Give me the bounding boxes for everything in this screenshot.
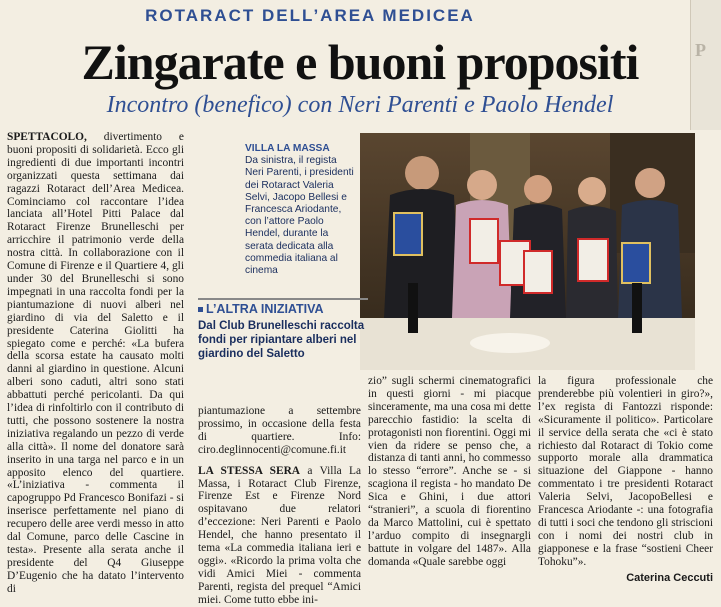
subheadline: Incontro (benefico) con Neri Parenti e Paolo Hendel xyxy=(106,92,614,118)
column-2 xyxy=(198,405,362,606)
column-4-text: la figura professionale che prenderebbe più volentieri in giro?», l’ex regista di Fantozzi risponde: «Sicuramente il politico». Particolare il service della serata che «ci è stato richiesto dal Rotaract di Tokio come supporto morale alla drammatica situazione del Giappone - hanno commentato i tre presidenti Rotaract Valeria Selvi, JacopoBellesi e Francesca Ariodante -: una fotografia di tutti i soci che tendono gli striscioni con i nomi dei nostri club in giapponese e la frase “sostieni Cheer Tohoku”». xyxy=(538,375,713,568)
column-3 xyxy=(368,375,531,568)
column-2-text: piantumazione a settembre prossimo, in occasione della festa di quartiere. Info: ciro.deglinnocenti@comune.fi.it xyxy=(198,405,361,456)
section-kicker: ROTARACT DELL’AREA MEDICEA xyxy=(145,6,475,25)
column-4 xyxy=(538,375,713,584)
photo-caption xyxy=(245,143,357,277)
column-3-text: zio” sugli schermi cinematografici in questi giorni - mi piacque sinceramente, ma una cosa mi dette parecchio fastidio: la scelta di protagonisti non fiorentini. Oggi mi vien da ridere se penso che, a distanza di tanti anni, ho commesso lo stesso “errore”. Anche se - si scagiona il regista - ho mandato De Sica e Ghini, i due attori “stranieri”, a scuola di fiorentino da Marco Mattolini, cui è spettato l’arduo compito di insegnargli battute in volgare del 1487». Alla domanda «Quale sarebbe oggi xyxy=(368,375,531,568)
caption-text: Da sinistra, il regista Neri Parenti, i presidenti dei Rotaract Valeria Selvi, Jacopo Bellesi e Francesca Ariodante, con l’attore Paolo Hendel, durante la serata dedicata alla commedia italiana al cinema xyxy=(245,155,354,277)
square-bullet-icon xyxy=(198,307,203,312)
author-signature: Caterina Ceccuti xyxy=(626,571,713,584)
column-1 xyxy=(7,131,184,595)
related-initiative-label: L’ALTRA INIZIATIVA xyxy=(198,302,368,316)
related-initiative-text: Dal Club Brunelleschi raccolta fondi per ripiantare alberi nel giardino del Saletto xyxy=(198,320,365,360)
lead-word: SPETTACOLO, xyxy=(7,131,87,143)
group-photo xyxy=(360,133,695,370)
caption-place: VILLA LA MASSA xyxy=(245,143,330,154)
headline: Zingarate e buoni propositi xyxy=(81,34,639,90)
related-initiative-box xyxy=(198,298,368,361)
adjacent-letter: P xyxy=(695,40,706,60)
column-1-text: divertimento e buoni propositi di solidarietà. Ecco gli ingredienti di due importanti incontri organizzati questa settimana dai ragazzi Rotaract dell’Area Medicea. Cominciamo col raccontare l’idea lanciata all’Hotel Pitti Palace dal Rotaract Firenze Brunelleschi per arricchire il patrimonio verde della nostra città. In collaborazione con il Comune di Firenze e il Quartiere 4, gli under 30 del Brunelleschi si sono impegnati in una raccolta fondi per la piantumazione di nuovi alberi nel giardino di via del Saletto e il presidente Caterina Giolitti ha spiegato come e perché: «La bufera della scorsa estate ha causato molti danni al giardino in questione. Alcuni alberi sono caduti, altri sono stati abbattuti perché pericolanti. Da qui l’idea di rinfoltirlo con il contributo di tutti, che possono sostenere la nostra iniziativa regalando un pezzo di verde alla città». Il nome del donatore sarà inserito in una targa nel parco e in un apposito elenco del quartiere. «L’iniziativa - commenta il capogruppo Pd Francesco Bonifazi - si inserisce perfettamente nel piano di recupero delle aree verdi messo in atto dal Comune, parco delle Cascine in testa». Presente alla serata anche il presidente del Q4 Giuseppe D’Eugenio che ha datato l’intervento di xyxy=(7,131,184,595)
second-lead: LA STESSA SERA xyxy=(198,464,301,477)
group-photo-illustration xyxy=(360,133,695,370)
column-2-text-2: a Villa La Massa, i Rotaract Club Firenze, Firenze Est e Firenze Nord ospitavano due relatori d’eccezione: Neri Parenti e Paolo Hendel, che hanno presentato il tema «La commedia italiana ieri e oggi». «Ricordo la prima volta che vidi Amici Miei - commenta Parenti, regista del prequel “Amici miei. Come tutto ebbe ini- xyxy=(198,464,362,606)
